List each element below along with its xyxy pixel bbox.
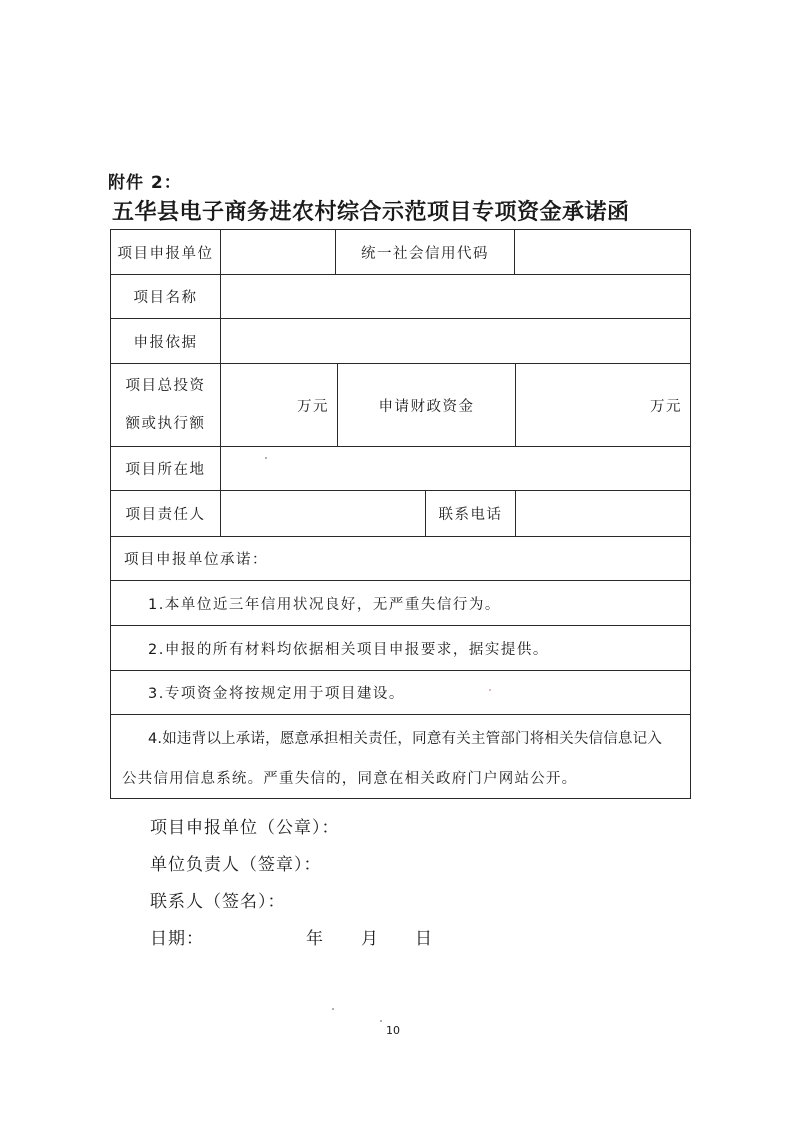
table-rule <box>110 714 691 715</box>
scan-speck <box>332 1008 334 1010</box>
responsible-label: 项目责任人 <box>125 507 206 523</box>
investment-label-line1: 项目总投资 <box>125 378 206 394</box>
date-year: 年 <box>306 929 324 949</box>
pledge-item-3: 3.专项资金将按规定用于项目建设。 <box>148 686 405 702</box>
investment-label-line2: 额或执行额 <box>125 416 206 432</box>
investment-field[interactable] <box>221 364 329 446</box>
date-month: 月 <box>361 929 379 949</box>
investment-label <box>111 364 220 446</box>
table-rule <box>110 798 691 799</box>
scan-speck <box>489 689 491 691</box>
date-label: 日期： <box>150 929 204 949</box>
investment-unit: 万元 <box>297 398 329 415</box>
phone-label: 联系电话 <box>438 507 503 523</box>
project-name-label: 项目名称 <box>133 290 198 306</box>
basis-label: 申报依据 <box>133 334 198 351</box>
head-sign-line: 单位负责人（签章）： <box>150 855 322 875</box>
attachment-label: 附件 2： <box>108 173 182 193</box>
pledge-item-4-line2: 公共信用信息系统。严重失信的，同意在相关政府门户网站公开。 <box>122 771 578 787</box>
pledge-heading: 项目申报单位承诺： <box>124 552 268 568</box>
document-title: 五华县电子商务进农村综合示范项目专项资金承诺函 <box>112 199 630 225</box>
credit-code-field[interactable] <box>515 230 690 274</box>
applicant-unit-field[interactable] <box>221 230 335 274</box>
pledge-item-1: 1.本单位近三年信用状况良好，无严重失信行为。 <box>148 596 501 613</box>
fiscal-fund-field[interactable] <box>516 364 682 446</box>
table-rule <box>690 229 691 799</box>
phone-field[interactable] <box>516 491 690 536</box>
scan-speck <box>380 1020 382 1022</box>
fiscal-fund-label: 申请财政资金 <box>378 398 475 415</box>
contact-sign-line: 联系人（签名）： <box>150 892 286 912</box>
responsible-field[interactable] <box>221 491 425 536</box>
project-name-field[interactable] <box>221 275 690 318</box>
pledge-item-2: 2.申报的所有材料均依据相关项目申报要求，据实提供。 <box>148 641 549 658</box>
location-field[interactable] <box>221 447 690 490</box>
scan-speck <box>265 457 267 459</box>
credit-code-label: 统一社会信用代码 <box>361 245 489 262</box>
date-day: 日 <box>415 929 433 949</box>
applicant-unit-label: 项目申报单位 <box>117 245 214 262</box>
page-number: 10 <box>386 1024 400 1037</box>
location-label: 项目所在地 <box>125 462 206 478</box>
unit-seal-line: 项目申报单位（公章）： <box>150 818 340 838</box>
pledge-item-4-line1: 4.如违背以上承诺，愿意承担相关责任，同意有关主管部门将相关失信信息记入 <box>148 731 663 747</box>
fiscal-fund-unit: 万元 <box>650 398 682 415</box>
basis-field[interactable] <box>221 319 690 363</box>
